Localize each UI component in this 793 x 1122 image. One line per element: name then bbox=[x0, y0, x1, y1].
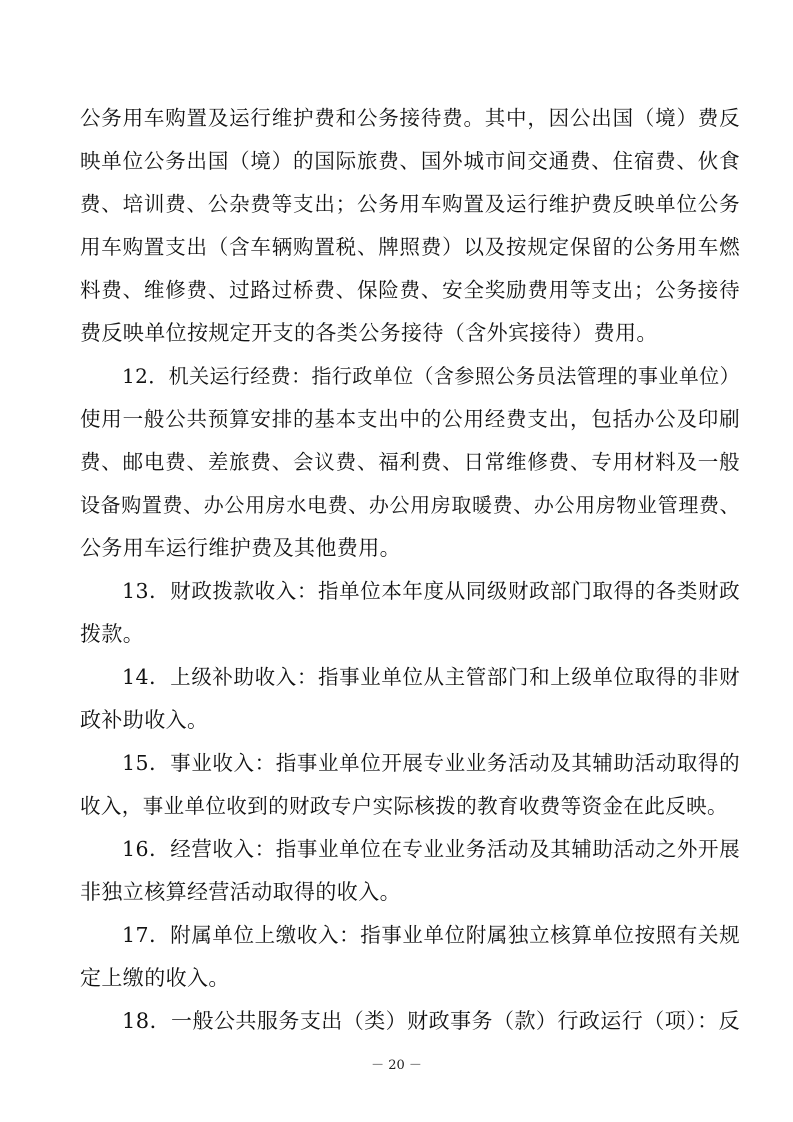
body-text-line: 17．附属单位上缴收入：指事业单位附属独立核算单位按照有关规 bbox=[122, 923, 740, 947]
body-text-line: 政补助收入。 bbox=[80, 708, 209, 732]
body-text-line: 公务用车购置及运行维护费和公务接待费。其中，因公出国（境）费反 bbox=[80, 106, 740, 130]
body-text-line: 费、邮电费、差旅费、会议费、福利费、日常维修费、专用材料及一般 bbox=[80, 450, 740, 474]
body-text-line: 15．事业收入：指事业单位开展专业业务活动及其辅助活动取得的 bbox=[122, 751, 740, 775]
body-text-line: 收入，事业单位收到的财政专户实际核拨的教育收费等资金在此反映。 bbox=[80, 794, 728, 818]
body-text-line: 料费、维修费、过路过桥费、保险费、安全奖励费用等支出；公务接待 bbox=[80, 278, 740, 302]
body-text-line: 16．经营收入：指事业单位在专业业务活动及其辅助活动之外开展 bbox=[122, 837, 740, 861]
body-text-line: 非独立核算经营活动取得的收入。 bbox=[80, 880, 401, 904]
body-text-line: 公务用车运行维护费及其他费用。 bbox=[80, 536, 401, 560]
body-text-line: 定上缴的收入。 bbox=[80, 966, 230, 990]
body-text-line: 使用一般公共预算安排的基本支出中的公用经费支出，包括办公及印刷 bbox=[80, 407, 740, 431]
body-text-line: 设备购置费、办公用房水电费、办公用房取暖费、办公用房物业管理费、 bbox=[80, 493, 740, 517]
body-text-line: 12．机关运行经费：指行政单位（含参照公务员法管理的事业单位） bbox=[122, 364, 740, 388]
body-text-line: 映单位公务出国（境）的国际旅费、国外城市间交通费、住宿费、伙食 bbox=[80, 149, 740, 173]
body-text-line: 费反映单位按规定开支的各类公务接待（含外宾接待）费用。 bbox=[80, 321, 658, 345]
body-text-line: 13．财政拨款收入：指单位本年度从同级财政部门取得的各类财政 bbox=[122, 579, 740, 603]
body-text-line: 用车购置支出（含车辆购置税、牌照费）以及按规定保留的公务用车燃 bbox=[80, 235, 740, 259]
body-text-line: 拨款。 bbox=[80, 622, 145, 646]
body-text-line: 18．一般公共服务支出（类）财政事务（款）行政运行（项）：反 bbox=[122, 1009, 740, 1033]
page-number: － 20 － bbox=[371, 1058, 422, 1073]
body-text-line: 费、培训费、公杂费等支出；公务用车购置及运行维护费反映单位公务 bbox=[80, 192, 740, 216]
body-text-line: 14．上级补助收入：指事业单位从主管部门和上级单位取得的非财 bbox=[122, 665, 740, 689]
